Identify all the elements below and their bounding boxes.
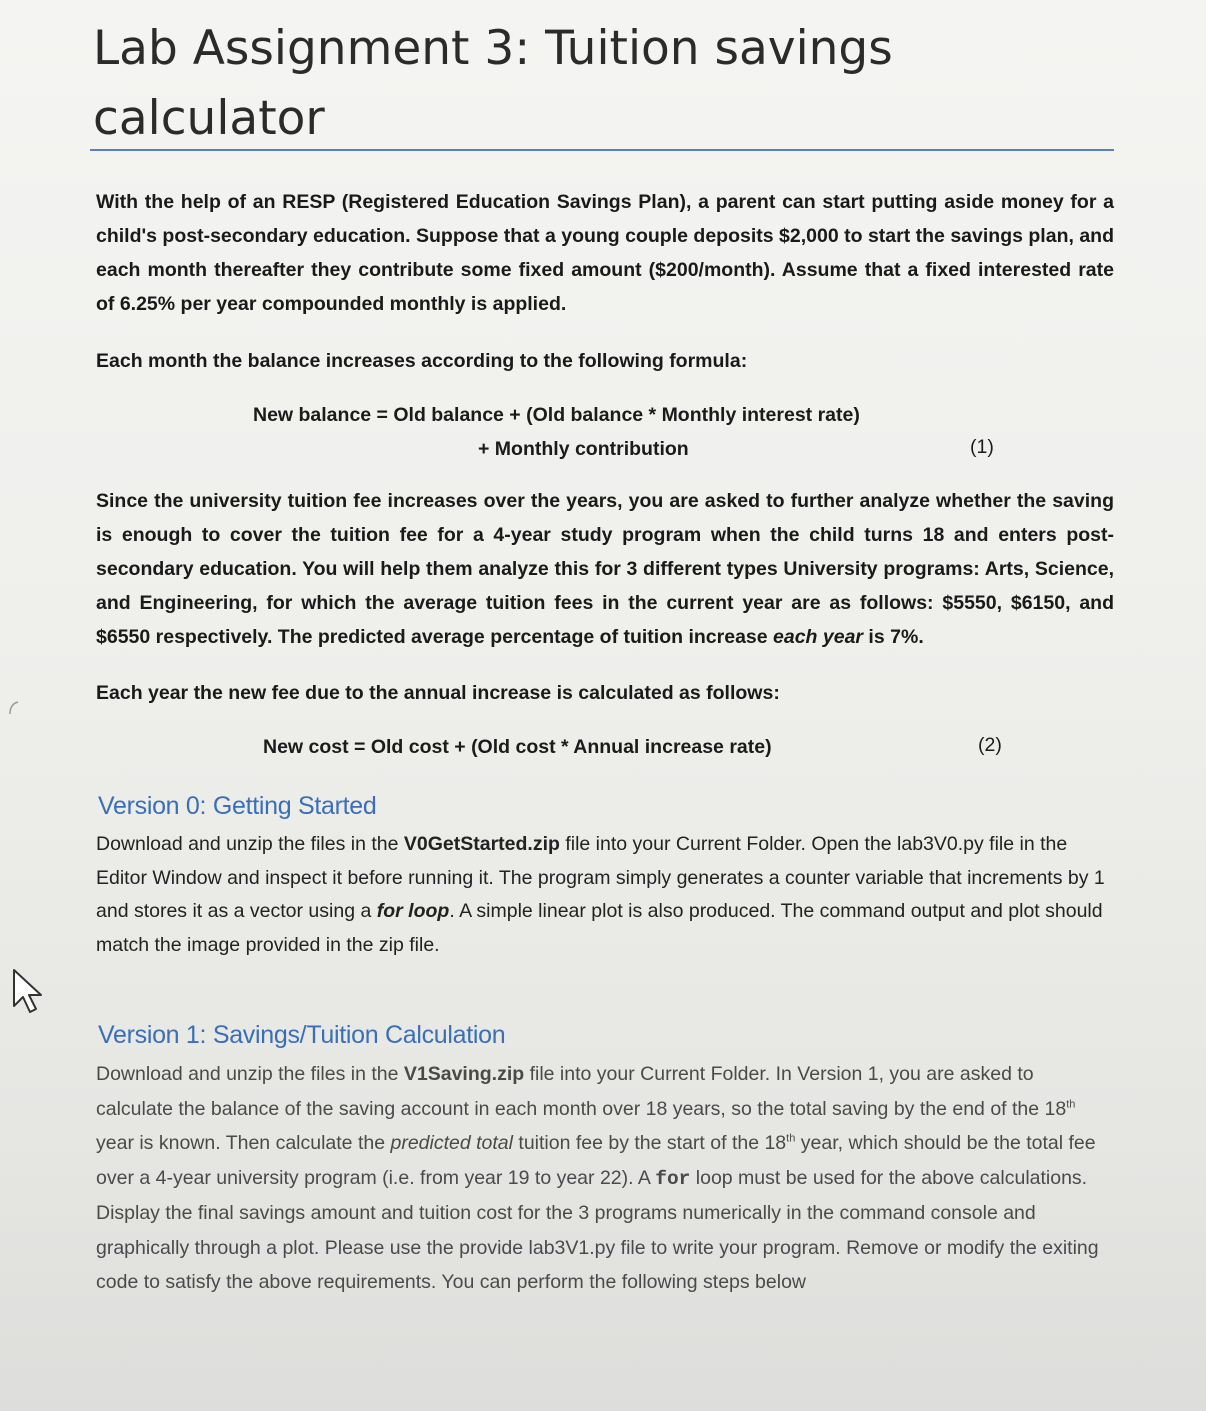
fee-engineering: $6550 — [96, 626, 151, 648]
v1-for-keyword: for — [655, 1167, 691, 1190]
interest-rate: 6.25% — [119, 293, 176, 315]
balance-formula-intro: Each month the balance increases according to the following formula: — [96, 350, 748, 372]
v1-superscript-2: th — [786, 1132, 796, 1145]
version-0-heading: Version 0: Getting Started — [98, 792, 377, 820]
margin-mark-icon — [6, 700, 20, 716]
formula-1-line-1: New balance = Old balance + (Old balance * Monthly interest rate) — [253, 404, 860, 426]
mouse-pointer-icon — [10, 966, 50, 1016]
fee-science: $6150 — [1010, 592, 1066, 614]
tuition-paragraph: Since the university tuition fee increases over the years, you are asked to further analyze whether the saving is enough to cover the tuition fee for a 4-year study program when the child turns 18 and enters post-secondary education. You will help them analyze this for 3 different types University programs: Arts, Science, and Engineering, for which the average tuition fees in the current year are as follows: $5550, $6150, and $6550 respectively. The predicted average percentage of tuition increase each year is 7%. — [96, 490, 1114, 648]
intro-paragraph — [96, 185, 1114, 321]
fee-arts: $5550 — [942, 592, 997, 614]
v1-zip-name: V1Saving.zip — [403, 1063, 525, 1085]
tuition-text-c: is — [863, 626, 891, 648]
v0-for-loop: for loop — [376, 900, 450, 922]
version-0-paragraph — [96, 828, 1114, 962]
tuition-text-b: respectively. The predicted average percentage of tuition increase — [150, 626, 774, 648]
v1-text-e: year, which should be the total fee over a 4-year university program (i.e. from year 19 to year 22). A — [96, 1132, 1096, 1189]
increase-rate: 7% — [890, 626, 919, 648]
v1-text-c: year is known. Then calculate the — [96, 1132, 391, 1154]
formula-2: New cost = Old cost + (Old cost * Annual increase rate) — [263, 736, 772, 758]
v0-text-c: . A simple linear plot is also produced. The command output and plot should match the image provided in the zip file. — [96, 900, 1103, 956]
tuition-text-d: . — [918, 626, 924, 648]
intro-text-c: ). Assume that a fixed interested rate of — [96, 259, 1114, 315]
v1-text-f: loop must be used for the above calculations. Display the final savings amount and tuition cost for the 3 programs numerically in the command console and graphically through a plot. Please use the provide lab3V1.py file to write your program. Remove or modify the exiting code to satisfy the above requirements. You can perform the following steps below — [96, 1166, 1099, 1293]
v1-predicted-total: predicted total — [390, 1132, 513, 1154]
v0-text-a: Download and unzip the files in the — [96, 833, 404, 855]
equation-number-1: (1) — [970, 436, 994, 458]
intro-text-d: per year compounded monthly is applied. — [175, 293, 567, 315]
v1-superscript-1: th — [1066, 1098, 1076, 1110]
title-underline — [90, 149, 1114, 151]
deposit-amount: $2,000 — [779, 225, 839, 247]
version-1-heading: Version 1: Savings/Tuition Calculation — [98, 1021, 506, 1049]
version-1-paragraph — [96, 1057, 1114, 1300]
cost-formula-intro: Each year the new fee due to the annual increase is calculated as follows: — [96, 682, 780, 704]
v1-text-a: Download and unzip the files in the — [96, 1063, 404, 1085]
page-title: Lab Assignment 3: Tuition savings calculator — [93, 21, 893, 146]
intro-text-b: to start the savings plan, and each month thereafter they contribute some fixed amount ( — [96, 225, 1114, 281]
v1-text-b: file into your Current Folder. In Version 1, you are asked to calculate the balance of the saving account in each month over 18 years, so the total saving by the end of the 18 — [96, 1063, 1067, 1120]
v0-text-b: file into your Current Folder. Open the lab3V0.py file in the Editor Window and inspect it before running it. The program simply generates a counter variable that increments by 1 and stores it as a vector using a — [96, 833, 1105, 922]
v0-zip-name: V0GetStarted.zip — [403, 833, 560, 855]
monthly-contribution: $200/month — [655, 259, 764, 281]
each-year-emphasis: each year — [773, 626, 864, 648]
tuition-text-a: Since the university tuition fee increases over the years, you are asked to further analyze whether the saving is enough to cover the tuition fee for a 4-year study program when the child turns 18 and enters post-secondary education. You will help them analyze this for 3 different types University programs: Arts, Science, and Engineering, for which the average tuition fees in the current year are as follows: — [96, 490, 1114, 614]
formula-1-line-2: + Monthly contribution — [478, 438, 689, 460]
equation-number-2: (2) — [978, 734, 1002, 756]
intro-text-a: With the help of an RESP (Registered Education Savings Plan), a parent can start putting aside money for a child's post-secondary education. Suppose that a young couple deposits — [96, 191, 1114, 247]
v1-text-d: tuition fee by the start of the 18 — [512, 1132, 787, 1154]
